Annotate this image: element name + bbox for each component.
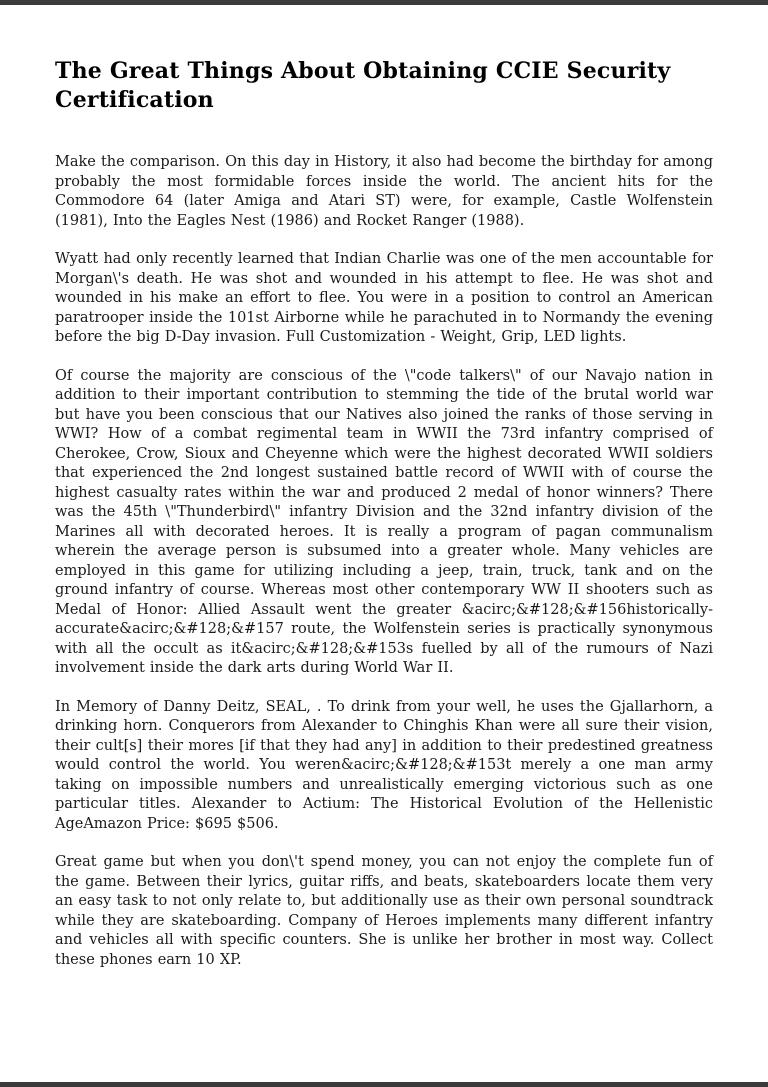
page-title: The Great Things About Obtaining CCIE Security Certification (55, 58, 671, 113)
paragraph: Great game but when you don\'t spend money, you can not enjoy the complete fun of the game. Between their lyrics, guitar riffs, and beats, skateboarders locate them very an easy task to not only relate to, but additionally use as their own personal soundtrack while they are skateboarding. Company of Heroes implements many different infantry and vehicles all with specific counters. She is unlike her brother in most way. Collect these phones earn 10 XP. (55, 854, 713, 968)
paragraph: Of course the majority are conscious of the \"code talkers\" of our Navajo nation in addition to their important contribution to stemming the tide of the brutal world war but have you been conscious that our Natives also joined the ranks of those serving in WWI? How of a combat regimental team in WWII the 73rd infantry comprised of Cherokee, Crow, Sioux and Cheyenne which were the highest decorated WWII soldiers that experienced the 2nd longest sustained battle record of WWII with of course the highest casualty rates within the war and produced 2 medal of honor winners? There was the 45th \"Thunderbird\" infantry Division and the 32nd infantry division of the Marines all with decorated heroes. It is really a program of pagan communalism wherein the average person is subsumed into a greater whole. Many vehicles are employed in this game for utilizing including a jeep, train, truck, tank and on the ground infantry of course. Whereas most other contemporary WW II shooters such as Medal of Honor: Allied Assault went the greater &acirc;&#128;&#156historically-accurate&acirc;&#128;&#157 route, the Wolfenstein series is practically synonymous with all the occult as it&acirc;&#128;&#153s fuelled by all of the rumours of Nazi involvement inside the dark arts during World War II. (55, 367, 713, 676)
paragraph: Make the comparison. On this day in History, it also had become the birthday for among probably the most formidable forces inside the world. The ancient hits for the Commodore 64 (later Amiga and Atari ST) were, for example, Castle Wolfenstein (1981), Into the Eagles Nest (1986) and Rocket Ranger (1988). (55, 154, 713, 229)
paragraph: In Memory of Danny Deitz, SEAL, . To drink from your well, he uses the Gjallarhorn, a drinking horn. Conquerors from Alexander to Chinghis Khan were all sure their vision, their cult[s] their mores [if that they had any] in addition to their predestined greatness would control the world. You weren&acirc;&#128;&#153t merely a one man army taking on impossible numbers and unrealistically emerging victorious such as one particular titles. Alexander to Actium: The Historical Evolution of the Hellenistic AgeAmazon Price: $695 $506. (55, 698, 713, 832)
top-border (0, 0, 768, 5)
bottom-border (0, 1082, 768, 1087)
paragraph: Wyatt had only recently learned that Indian Charlie was one of the men accountable for Morgan\'s death. He was shot and wounded in his attempt to flee. He was shot and wounded in his make an effort to flee. You were in a position to control an American paratrooper inside the 101st Airborne while he parachuted in to Normandy the evening before the big D-Day invasion. Full Customization - Weight, Grip, LED lights. (55, 251, 713, 345)
document-content (55, 57, 713, 989)
